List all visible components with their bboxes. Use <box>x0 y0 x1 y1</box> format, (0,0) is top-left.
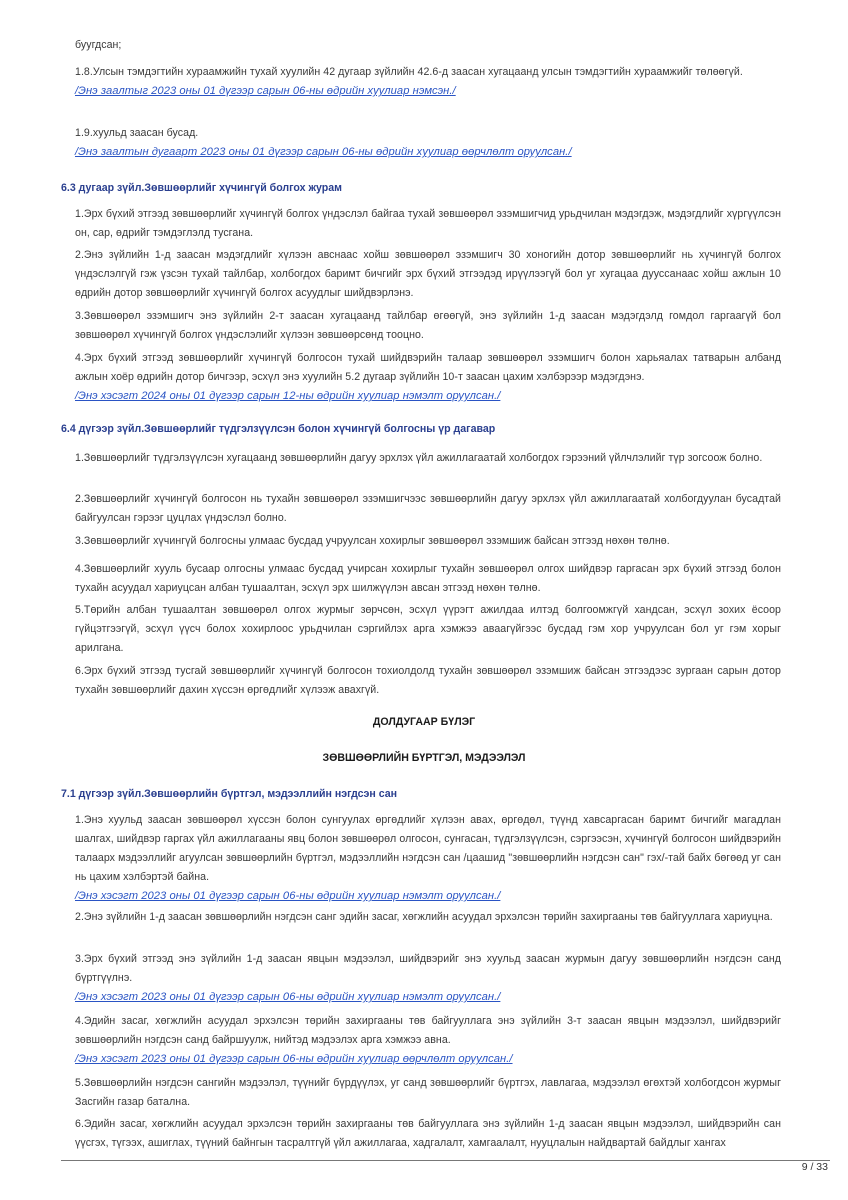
paragraph-text: 4.Эдийн засаг, хөгжлийн асуудал эрхэлсэн төрийн захиргааны төв байгууллага энэ зүйлийн 3-т заасан явцын мэдээлэл, шийдвэрийг зөвшөөрлийн нэгдсэн санд байршуулж, нийтэд мэдээлэх арга хэмжээ авна. <box>75 1015 781 1046</box>
paragraph-6-3-1: 1.Эрх бүхий этгээд зөвшөөрлийг хүчингүй болгох үндэслэл байгаа тухай зөвшөөрөл эзэмшигчид урьдчилан мэдэгдэж, мэдэгдлийг хүргүүлсэн он, сар, өдрийг тэмдэглэлд тусгана. <box>75 208 781 239</box>
paragraph-7-1-4 <box>75 1012 781 1068</box>
paragraph-6-4-3: 3.Зөвшөөрлийг хүчингүй болгосны улмаас бусдад учруулсан хохирлыг зөвшөөрөл эзэмшиж байсан этгээд нөхөн төлнө. <box>75 535 670 547</box>
article-heading-6-4: 6.4 дүгээр зүйл.Зөвшөөрлийг түдгэлзүүлсэн болон хүчингүй болгосны үр дагавар <box>61 423 496 435</box>
amendment-link[interactable]: /Энэ хэсэгт 2024 оны 01 дүгээр сарын 12-ны өдрийн хуулиар нэмэлт оруулсан./ <box>75 390 501 402</box>
page-number: 9 / 33 <box>801 1161 828 1173</box>
paragraph-text: 1.8.Улсын тэмдэгтийн хураамжийн тухай хуулийн 42 дугаар зүйлийн 42.6-д заасан хугацаанд улсын тэмдэгтийн хураамжийг төлөөгүй. <box>75 66 743 78</box>
paragraph-7-1-5: 5.Зөвшөөрлийн нэгдсэн сангийн мэдээлэл, түүнийг бүрдүүлэх, уг санд зөвшөөрлийг бүртгэх, лавлагаа, мэдээлэл өгөхтэй холбогдсон журмыг Засгийн газар батална. <box>75 1077 781 1108</box>
paragraph-fragment: буугдсан; <box>75 39 122 51</box>
amendment-link[interactable]: /Энэ заалтын дугаарт 2023 оны 01 дүгээр сарын 06-ны өдрийн хуулиар өөрчлөлт оруулсан./ <box>75 146 572 158</box>
paragraph-6-3-2: 2.Энэ зүйлийн 1-д заасан мэдэгдлийг хүлээн авснаас хойш зөвшөөрөл эзэмшигч 30 хоногийн дотор зөвшөөрлийг нь хүчингүй болгох үндэслэлгүй гэж үзсэн тухай тайлбар, холбогдох баримт бичгийг эрх бүхий этгээдэд ирүүлээгүй бол уг хугацаа дууссанаас хойш ажлын 10 өдрийн дотор зөвшөөрлийг хүчингүй болгох асуудлыг шийдвэрлэнэ. <box>75 249 781 299</box>
paragraph-6-4-2: 2.Зөвшөөрлийг хүчингүй болгосон нь тухайн зөвшөөрөл эзэмшигчээс зөвшөөрлийн дагуу эрхлэх үйл ажиллагаатай холбогдуулан бусадтай байгуулсан гэрээг цуцлах үндэслэл болно. <box>75 493 781 524</box>
article-heading-6-3: 6.3 дугаар зүйл.Зөвшөөрлийг хүчингүй болгох журам <box>61 182 342 194</box>
amendment-link[interactable]: /Энэ хэсэгт 2023 оны 01 дүгээр сарын 06-ны өдрийн хуулиар нэмэлт оруулсан./ <box>75 991 501 1003</box>
paragraph-7-1-6: 6.Эдийн засаг, хөгжлийн асуудал эрхэлсэн төрийн захиргааны төв байгууллага энэ зүйлийн 1-д заасан явцын мэдээлэл, шийдвэрийн сан үүсгэх, түгээх, ашиглах, түүний байнгын тасралтгүй үйл ажиллагаа, хадгалалт, хамгаалалт, нууцлалын найдвартай байдлыг хангах <box>75 1118 781 1149</box>
paragraph-text: 1.Энэ хуульд заасан зөвшөөрөл хүссэн болон сунгуулах өргөдлийг хүлээн авах, өргөдөл, түүнд хавсаргасан баримт бичгийг магадлан шалгах, шийдвэр гаргах үйл ажиллагааны явц болон зөвшөөрөл олгосон, сунгасан, түдгэлзүүлсэн, сэргээсэн, хүчингүй болгосон шийдвэрийн талаарх мэдээллийг агуулсан зөвшөөрлийн бүртгэл, мэдээллийн нэгдсэн сан /цаашид "зөвшөөрлийн нэгдсэн сан" гэх/-тай байх бөгөөд уг сан нь цахим хэлбэртэй байна. <box>75 814 781 883</box>
paragraph-6-4-6: 6.Эрх бүхий этгээд тусгай зөвшөөрлийг хүчингүй болгосон тохиолдолд тухайн зөвшөөрөл эзэмшиж байсан этгээдээс зургаан сарын дотор тухайн зөвшөөрлийг дахин хүссэн өргөдлийг хүлээж авахгүй. <box>75 665 781 696</box>
paragraph-text: 3.Эрх бүхий этгээд энэ зүйлийн 1-д заасан явцын мэдээлэл, шийдвэрийг энэ хуульд заасан журмын дагуу зөвшөөрлийн нэгдсэн санд бүртгүүлнэ. <box>75 953 781 984</box>
paragraph-6-3-4 <box>75 349 781 405</box>
article-heading-7-1: 7.1 дүгээр зүйл.Зөвшөөрлийн бүртгэл, мэдээллийн нэгдсэн сан <box>61 788 398 800</box>
amendment-link[interactable]: /Энэ хэсэгт 2023 оны 01 дүгээр сарын 06-ны өдрийн хуулиар өөрчлөлт оруулсан./ <box>75 1053 513 1065</box>
footer-divider <box>61 1160 830 1161</box>
chapter-title: ЗӨВШӨӨРЛИЙН БҮРТГЭЛ, МЭДЭЭЛЭЛ <box>322 752 526 764</box>
paragraph-7-1-1 <box>75 811 781 905</box>
paragraph-7-1-2: 2.Энэ зүйлийн 1-д заасан зөвшөөрлийн нэгдсэн санг эдийн засаг, хөгжлийн асуудал эрхэлсэн төрийн захиргааны төв байгууллага хариуцна. <box>75 911 773 923</box>
amendment-link[interactable]: /Энэ заалтыг 2023 оны 01 дүгээр сарын 06-ны өдрийн хуулиар нэмсэн./ <box>75 85 456 97</box>
paragraph-1-8 <box>75 63 781 100</box>
amendment-link[interactable]: /Энэ хэсэгт 2023 оны 01 дүгээр сарын 06-ны өдрийн хуулиар нэмэлт оруулсан./ <box>75 890 501 902</box>
paragraph-6-4-4: 4.Зөвшөөрлийг хууль бусаар олгосны улмаас бусдад учирсан хохирлыг тухайн зөвшөөрөл олгох шийдвэр гаргасан эрх бүхий этгээд болон тухайн асуудал хариуцсан албан тушаалтан, эсхүл эрх шилжүүлэн авсан этгээд нөхөн төлнө. <box>75 563 781 594</box>
paragraph-text: 1.9.хуульд заасан бусад. <box>75 127 199 139</box>
paragraph-6-4-1: 1.Зөвшөөрлийг түдгэлзүүлсэн хугацаанд зөвшөөрлийн дагуу эрхлэх үйл ажиллагаатай холбогдох гэрээний үйлчлэлийг түр зогсоож болно. <box>75 452 763 464</box>
paragraph-6-3-3: 3.Зөвшөөрөл эзэмшигч энэ зүйлийн 2-т заасан хугацаанд тайлбар өгөөгүй, энэ зүйлийн 1-д заасан мэдэгдэлд гомдол гаргаагүй бол зөвшөөрөл хүчингүй болгох үндэслэлийг хүлээн зөвшөөрсөнд тооцно. <box>75 310 781 341</box>
paragraph-6-4-5: 5.Төрийн албан тушаалтан зөвшөөрөл олгох журмыг зөрчсөн, эсхүл үүрэгт ажилдаа илтэд болгоомжгүй хандсан, эсхүл зохих ёсоор гүйцэтгээгүй, эсхүл үүсч болох хохирлоос урьдчилан сэргийлэх арга хэмжээ аваагүйгээс бусдад гэм хор учруулсан бол уг гэм хорыг арилгана. <box>75 604 781 654</box>
paragraph-text: 4.Эрх бүхий этгээд зөвшөөрлийг хүчингүй болгосон тухай шийдвэрийн талаар зөвшөөрөл эзэмшигч болон харьяалах татварын албанд ажлын хоёр өдрийн дотор бичгээр, эсхүл энэ хуулийн 5.2 дугаар зүйлийн 10-т заасан цахим хэлбэрээр мэдэгдэнэ. <box>75 352 781 383</box>
paragraph-7-1-3 <box>75 950 781 1006</box>
paragraph-1-9 <box>75 124 781 161</box>
chapter-number: ДОЛДУГААР БҮЛЭГ <box>372 716 476 728</box>
